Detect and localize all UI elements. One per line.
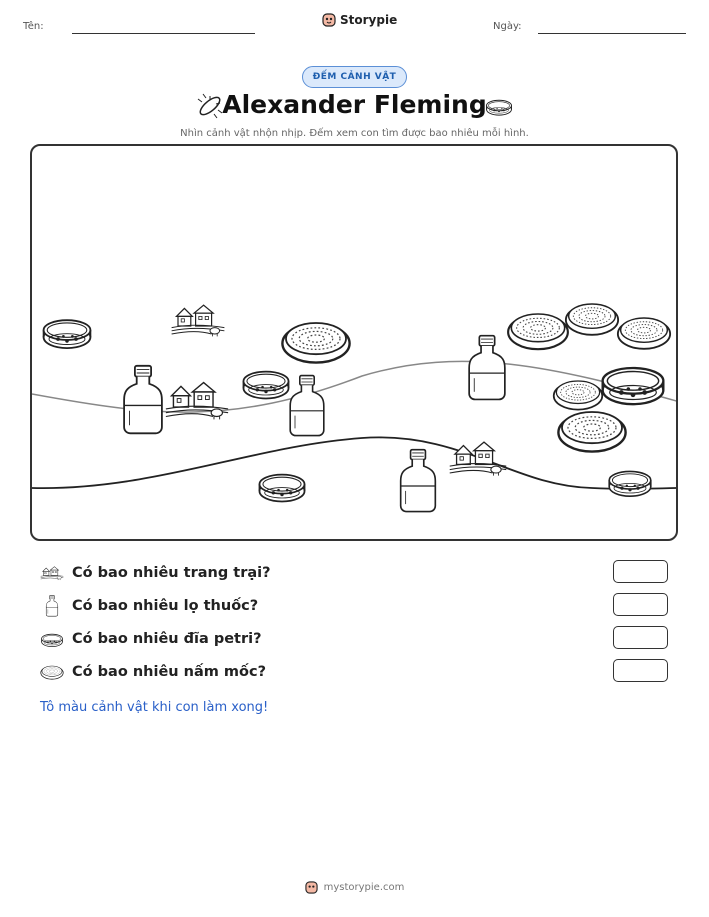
mold (618, 318, 670, 349)
date-label: Ngày: (493, 21, 522, 32)
storypie-mascot-icon (305, 880, 318, 895)
name-line[interactable] (72, 33, 255, 34)
petri-dish (603, 368, 664, 404)
storypie-mascot-icon (322, 12, 336, 28)
mold (566, 304, 618, 335)
petri-dish (259, 475, 304, 502)
petri-dish (243, 372, 288, 399)
petri-dish (44, 320, 91, 348)
question-text: Có bao nhiêu lọ thuốc? (72, 598, 259, 614)
question-petri (40, 628, 262, 650)
medicine-bottle-icon (40, 595, 64, 617)
page-title: Alexander Fleming (222, 90, 487, 119)
answer-box-mold[interactable] (613, 659, 668, 682)
farm (172, 305, 225, 336)
farm-icon (40, 562, 64, 584)
answer-box-farm[interactable] (613, 560, 668, 583)
name-label: Tên: (23, 21, 44, 32)
brand-logo (322, 12, 397, 28)
question-mold (40, 661, 266, 683)
page-subtitle: Nhìn cảnh vật nhộn nhịp. Đếm xem con tìm được bao nhiêu mỗi hình. (180, 128, 529, 139)
mold (554, 381, 603, 410)
scene-illustration (32, 146, 678, 541)
question-bottle (40, 595, 258, 617)
medicine-bottle (401, 450, 436, 512)
medicine-bottle (124, 366, 162, 434)
mold (508, 314, 568, 349)
answer-box-bottle[interactable] (613, 593, 668, 616)
mold (558, 412, 625, 452)
counting-scene (30, 144, 678, 541)
petri-dish-icon (40, 628, 64, 650)
question-farm (40, 562, 271, 584)
medicine-bottle (290, 376, 324, 436)
date-line[interactable] (538, 33, 686, 34)
footer-url: mystorypie.com (323, 882, 405, 893)
question-text: Có bao nhiêu nấm mốc? (72, 664, 266, 680)
petri-dish (609, 471, 651, 496)
petri-dish-title-icon (484, 94, 514, 118)
medicine-bottle (469, 336, 505, 400)
footer (0, 880, 709, 895)
question-text: Có bao nhiêu trang trại? (72, 565, 271, 581)
mold-icon (40, 661, 64, 683)
coloring-instruction: Tô màu cảnh vật khi con làm xong! (40, 700, 269, 715)
brand-name: Storypie (340, 13, 398, 27)
mold (282, 323, 349, 363)
farm (166, 383, 228, 420)
category-badge: ĐẾM CẢNH VẬT (302, 66, 407, 88)
answer-box-petri[interactable] (613, 626, 668, 649)
question-text: Có bao nhiêu đĩa petri? (72, 631, 262, 647)
farm (450, 442, 507, 475)
